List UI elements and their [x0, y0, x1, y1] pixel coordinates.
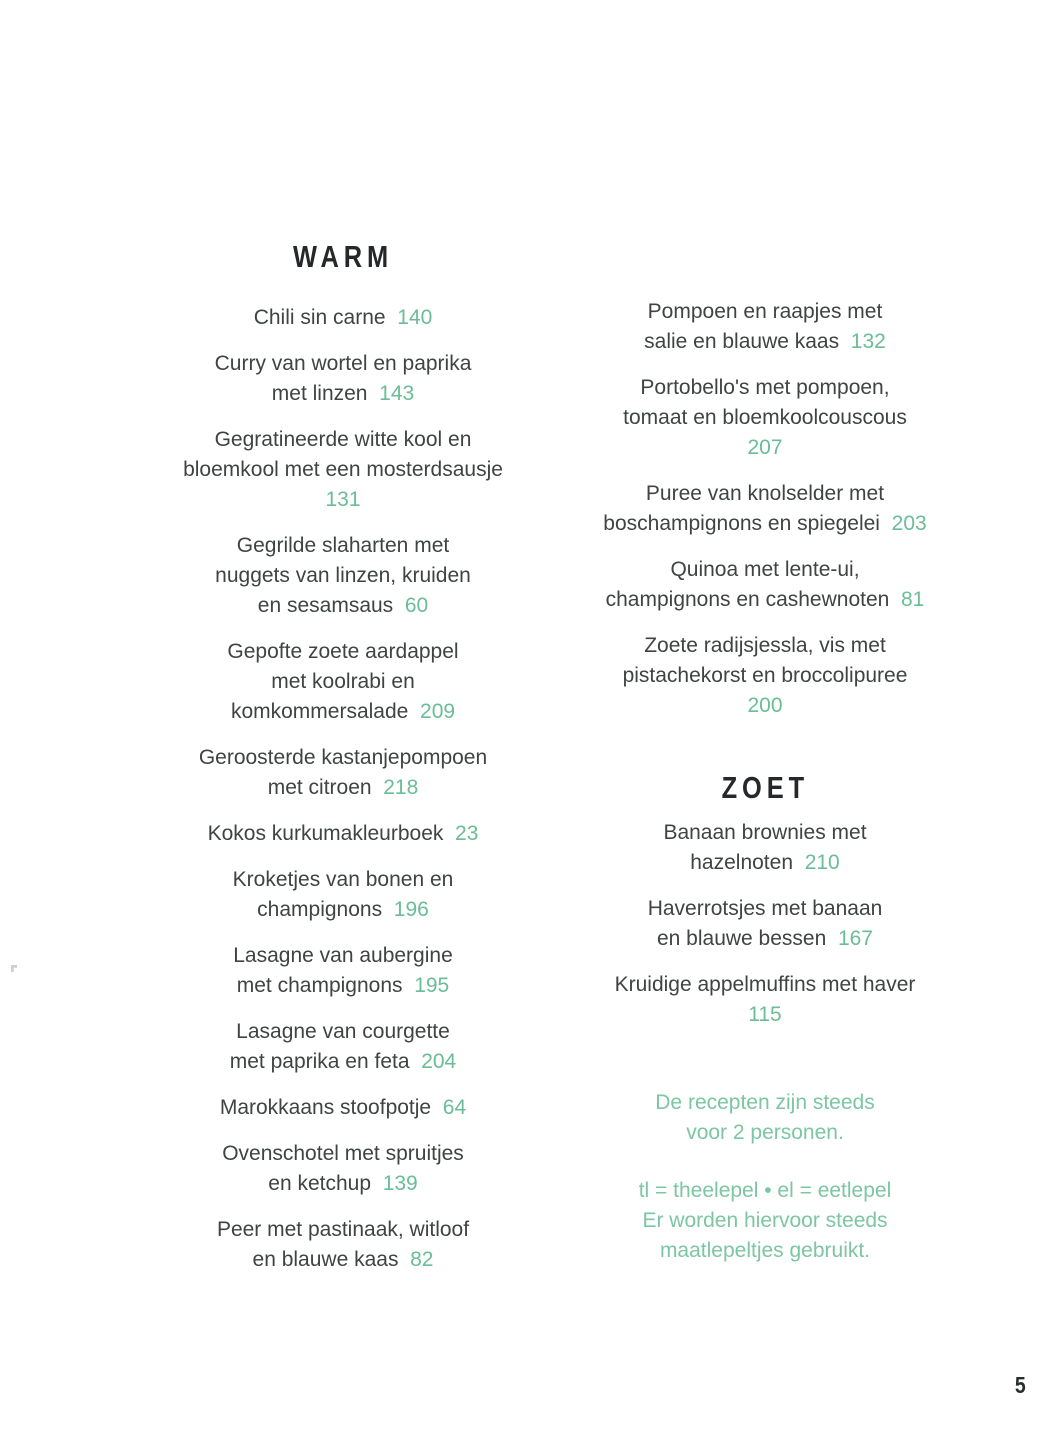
page-number: 5 [1015, 1372, 1026, 1398]
note-line: voor 2 personen. [686, 1121, 844, 1144]
recipe-item [118, 349, 568, 409]
recipe-title-line: Zoete radijsjessla, vis met [644, 634, 886, 657]
recipe-title-line: Kruidige appelmuffins met haver [614, 973, 916, 996]
recipe-title-line: Kroketjes van bonen en [232, 868, 454, 891]
recipe-page-number: 139 [382, 1172, 418, 1195]
recipe-item [118, 1215, 568, 1275]
recipe-page-number: 195 [414, 974, 450, 997]
recipe-title-line: hazelnoten 210 [690, 851, 840, 874]
recipe-page-number: 218 [383, 776, 419, 799]
note-line: tl = theelepel • el = eetlepel [638, 1179, 892, 1202]
recipe-title-line: champignons en cashewnoten 81 [605, 588, 925, 611]
recipe-page-number: 81 [901, 588, 925, 611]
recipe-page-number-line [118, 485, 568, 515]
note-line: De recepten zijn steeds [655, 1091, 875, 1114]
note-line: maatlepeltjes gebruikt. [659, 1239, 871, 1262]
recipe-title-line: en blauwe kaas 82 [252, 1248, 434, 1271]
recipe-page-number: 23 [455, 822, 479, 845]
recipe-item [118, 637, 568, 727]
recipe-list-zoet [540, 818, 990, 1030]
toc-column-right [540, 297, 990, 1294]
recipe-title-line: Banaan brownies met [663, 821, 867, 844]
recipe-list-warm-right [540, 297, 990, 721]
toc-column-left [118, 238, 568, 1291]
section-title-zoet-text: ZOET [721, 770, 809, 805]
recipe-title-line: Marokkaans stoofpotje 64 [219, 1096, 467, 1119]
recipe-item [540, 631, 990, 721]
recipe-item [540, 479, 990, 539]
recipe-page-number: 64 [442, 1096, 467, 1119]
recipe-title-line: salie en blauwe kaas 132 [644, 330, 886, 353]
recipe-title-line: Peer met pastinaak, witloof [216, 1218, 470, 1241]
recipe-page-number: 210 [804, 851, 840, 874]
recipe-title-line: Puree van knolselder met [645, 482, 885, 505]
recipe-page-number: 115 [748, 1003, 782, 1026]
recipe-item [118, 743, 568, 803]
recipe-page-number: 203 [891, 512, 927, 535]
section-title-zoet [540, 769, 990, 810]
recipe-item [118, 1139, 568, 1199]
recipe-page-number-line [540, 691, 990, 721]
recipe-item [540, 297, 990, 357]
recipe-title-line: nuggets van linzen, kruiden [215, 564, 471, 587]
recipe-item [118, 865, 568, 925]
recipe-title-line: komkommersalade 209 [230, 700, 456, 723]
recipe-item [118, 303, 568, 333]
recipe-page-number: 82 [410, 1248, 434, 1271]
recipe-title-line: Quinoa met lente-ui, [670, 558, 860, 581]
recipe-title-line: met champignons 195 [236, 974, 450, 997]
recipe-title-line: Ovenschotel met spruitjes [222, 1142, 464, 1165]
recipe-title-line: Pompoen en raapjes met [647, 300, 883, 323]
recipe-page-number: 140 [397, 306, 433, 329]
recipe-item [540, 555, 990, 615]
recipe-page-number: 200 [747, 694, 783, 717]
recipe-page-number: 60 [404, 594, 429, 617]
recipe-page-number: 204 [421, 1050, 457, 1073]
recipe-page-number: 207 [747, 436, 783, 459]
recipe-page-number-line [540, 1000, 990, 1030]
recipe-page-number: 143 [379, 382, 415, 405]
recipe-title-line: Geroosterde kastanjepompoen [198, 746, 488, 769]
recipe-title-line: Lasagne van courgette [236, 1020, 450, 1043]
recipe-page-number: 196 [393, 898, 429, 921]
recipe-page-number: 209 [420, 700, 456, 723]
recipe-title-line: Curry van wortel en paprika [214, 352, 472, 375]
recipe-title-line: boschampignons en spiegelei 203 [603, 512, 927, 535]
section-title-warm-text: WARM [292, 239, 394, 274]
recipe-title-line: Portobello's met pompoen, [640, 376, 890, 399]
note-item [540, 1176, 990, 1266]
recipe-title-line: champignons 196 [257, 898, 429, 921]
recipe-title-line: pistachekorst en broccolipuree [622, 664, 908, 687]
recipe-page-number: 131 [325, 488, 361, 511]
recipe-title-line: met citroen 218 [267, 776, 419, 799]
recipe-item [540, 894, 990, 954]
recipe-item [118, 425, 568, 515]
recipe-title-line: Chili sin carne 140 [253, 306, 433, 329]
recipe-title-line: Gegrilde slaharten met [236, 534, 450, 557]
footnotes [540, 1088, 990, 1266]
print-artifact-speck [11, 965, 17, 972]
recipe-item [118, 1093, 568, 1123]
recipe-title-line: Lasagne van aubergine [233, 944, 453, 967]
recipe-item [540, 373, 990, 463]
recipe-item [118, 531, 568, 621]
recipe-title-line: en sesamsaus 60 [257, 594, 429, 617]
recipe-item [118, 1017, 568, 1077]
recipe-page-number-line [540, 433, 990, 463]
recipe-title-line: en ketchup 139 [268, 1172, 418, 1195]
recipe-title-line: met linzen 143 [271, 382, 415, 405]
recipe-item [540, 970, 990, 1030]
recipe-title-line: tomaat en bloemkoolcouscous [623, 406, 907, 429]
recipe-page-number: 167 [837, 927, 873, 950]
recipe-title-line: Kokos kurkumakleurboek 23 [207, 822, 479, 845]
recipe-item [118, 819, 568, 849]
recipe-title-line: bloemkool met een mosterdsausje [183, 458, 503, 481]
note-item [540, 1088, 990, 1148]
recipe-title-line: met koolrabi en [271, 670, 415, 693]
recipe-title-line: Haverrotsjes met banaan [647, 897, 883, 920]
recipe-title-line: Gegratineerde witte kool en [214, 428, 472, 451]
recipe-list-warm-left [118, 303, 568, 1275]
recipe-title-line: en blauwe bessen 167 [656, 927, 873, 950]
recipe-item [118, 941, 568, 1001]
recipe-page-number: 132 [850, 330, 886, 353]
section-title-warm [118, 238, 568, 279]
note-line: Er worden hiervoor steeds [642, 1209, 888, 1232]
recipe-item [540, 818, 990, 878]
recipe-title-line: Gepofte zoete aardappel [227, 640, 459, 663]
recipe-title-line: met paprika en feta 204 [229, 1050, 457, 1073]
